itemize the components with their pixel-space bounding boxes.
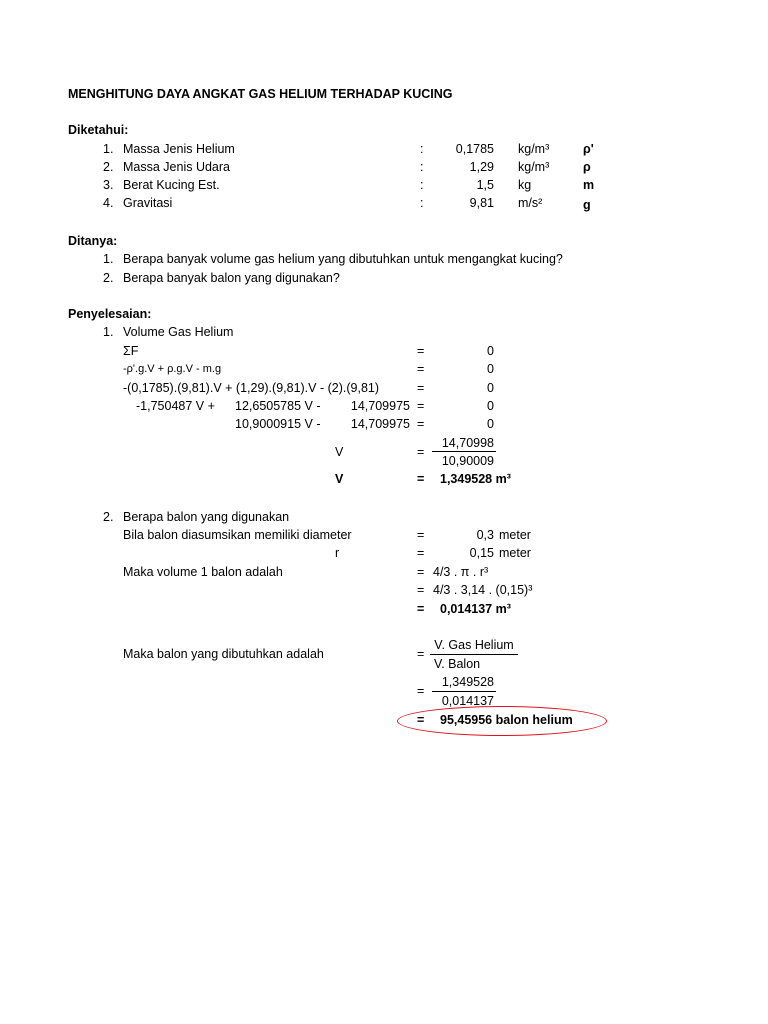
sphere-volume-formula: 4/3 . π . r³ (433, 565, 489, 579)
fraction-bar (432, 691, 496, 692)
asked-item-text: Berapa banyak balon yang digunakan? (123, 271, 340, 285)
equals-sign: = (417, 602, 425, 616)
eq3-term-b: 12,6505785 V - (235, 399, 321, 413)
equals-sign: = (417, 362, 425, 376)
count-fraction-denominator: 0,014137 (441, 694, 494, 708)
equals-sign: = (417, 381, 425, 395)
equals-sign: = (417, 417, 425, 431)
diameter-unit: meter (499, 528, 531, 542)
fraction-bar (430, 654, 518, 655)
numeric-equation: -(0,1785).(9,81).V + (1,29).(9,81).V - (2).(9,81) (123, 381, 380, 395)
equals-sign: = (417, 472, 425, 486)
asked-item-num: 2. (103, 271, 114, 285)
equals-sign: = (417, 344, 425, 358)
fraction-numerator: 14,70998 (441, 436, 494, 450)
known-item-value: 1,5 (476, 178, 494, 192)
equals-sign: = (417, 445, 425, 459)
known-item-num: 2. (103, 160, 114, 174)
count-fraction-denominator: V. Balon (434, 657, 481, 671)
radius-value: 0,15 (469, 546, 494, 560)
asked-heading: Ditanya: (68, 234, 118, 248)
part1-num: 1. (103, 325, 114, 339)
symbolic-equation: -ρ'.g.V + ρ.g.V - m.g (123, 363, 222, 375)
count-fraction-numerator: V. Gas Helium (434, 638, 514, 652)
diameter-label: Bila balon diasumsikan memiliki diameter (123, 528, 352, 542)
part2-title: Berapa balon yang digunakan (123, 510, 290, 524)
known-heading: Diketahui: (68, 123, 129, 137)
zero-value: 0 (487, 399, 494, 413)
known-item-value: 1,29 (469, 160, 494, 174)
equals-sign: = (417, 565, 425, 579)
zero-value: 0 (487, 381, 494, 395)
fraction-denominator: 10,90009 (441, 454, 494, 468)
asked-item-text: Berapa banyak volume gas helium yang dibutuhkan untuk mengangkat kucing? (123, 252, 563, 266)
sum-force: ΣF (123, 344, 139, 358)
known-item-symbol: ρ' (583, 142, 594, 156)
known-item-label: Berat Kucing Est. (123, 178, 220, 192)
known-item-colon: : (420, 142, 424, 156)
count-fraction-numerator: 1,349528 (441, 675, 494, 689)
balloon-volume-result: 0,014137 m³ (440, 602, 511, 616)
known-item-label: Massa Jenis Helium (123, 142, 235, 156)
known-item-label: Gravitasi (123, 196, 173, 210)
known-item-symbol: m (583, 178, 595, 192)
eq4-term-c: 14,709975 (350, 417, 410, 431)
known-item-value: 0,1785 (455, 142, 494, 156)
balloon-count-label: Maka balon yang dibutuhkan adalah (123, 647, 324, 661)
page-title: MENGHITUNG DAYA ANGKAT GAS HELIUM TERHADAP KUCING (68, 87, 453, 101)
highlight-oval (397, 706, 607, 736)
solution-heading: Penyelesaian: (68, 307, 152, 321)
asked-item-num: 1. (103, 252, 114, 266)
known-item-symbol: g (583, 198, 591, 212)
equals-sign: = (417, 399, 425, 413)
radius-unit: meter (499, 546, 531, 560)
known-item-value: 9,81 (469, 196, 494, 210)
known-item-unit: kg (518, 178, 532, 192)
final-balloon-count: 95,45956 balon helium (440, 713, 573, 727)
fraction-bar (432, 451, 496, 452)
known-item-colon: : (420, 178, 424, 192)
eq3-term-c: 14,709975 (350, 399, 410, 413)
equals-sign: = (417, 528, 425, 542)
equals-sign: = (417, 583, 425, 597)
known-item-label: Massa Jenis Udara (123, 160, 230, 174)
sphere-volume-substitution: 4/3 . 3,14 . (0,15)³ (433, 583, 533, 597)
equals-sign: = (417, 684, 425, 698)
known-item-unit: m/s² (518, 196, 543, 210)
equals-sign: = (417, 546, 425, 560)
part2-num: 2. (103, 510, 114, 524)
zero-value: 0 (487, 417, 494, 431)
eq4-term-b: 10,9000915 V - (235, 417, 321, 431)
zero-value: 0 (487, 362, 494, 376)
known-item-unit: kg/m³ (518, 160, 550, 174)
volume-symbol: V (335, 445, 344, 459)
volume-symbol: V (335, 472, 344, 486)
eq3-term-a: -1,750487 V + (136, 399, 215, 413)
known-item-symbol: ρ (583, 160, 591, 174)
part1-title: Volume Gas Helium (123, 325, 234, 339)
known-item-colon: : (420, 196, 424, 210)
equals-sign: = (417, 647, 425, 661)
volume-result: 1,349528 m³ (440, 472, 511, 486)
known-item-num: 4. (103, 196, 114, 210)
radius-label: r (335, 546, 340, 560)
known-item-num: 3. (103, 178, 114, 192)
balloon-volume-label: Maka volume 1 balon adalah (123, 565, 283, 579)
zero-value: 0 (487, 344, 494, 358)
known-item-unit: kg/m³ (518, 142, 550, 156)
known-item-colon: : (420, 160, 424, 174)
known-item-num: 1. (103, 142, 114, 156)
diameter-value: 0,3 (476, 528, 494, 542)
equals-sign: = (417, 713, 425, 727)
